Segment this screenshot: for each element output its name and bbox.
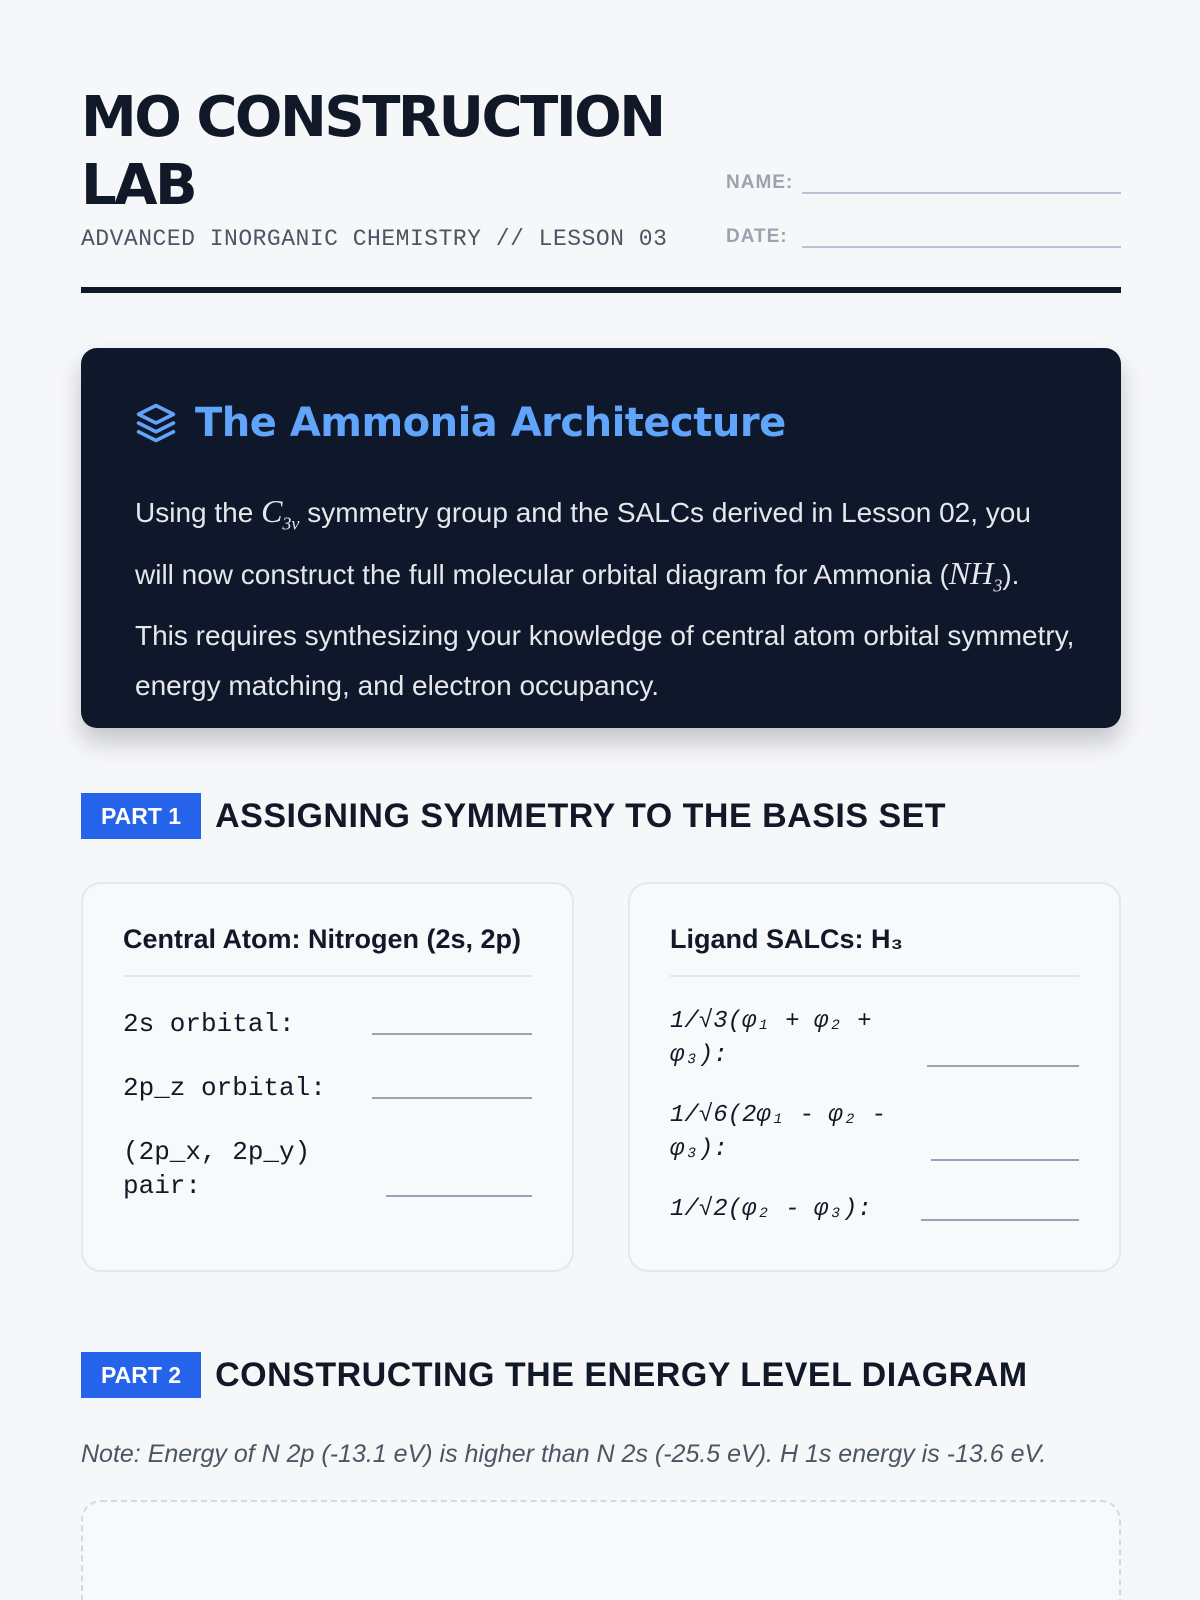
formula-main: NH [948,555,994,592]
ammonia-formula [948,555,1003,596]
ligand-salc-title: Ligand SALCs: H₃ [670,924,1079,977]
central-atom-title: Central Atom: Nitrogen (2s, 2p) [123,924,532,977]
header-divider [81,287,1121,293]
date-field [726,218,1121,248]
ligand-salc-card [628,882,1121,1272]
part1-heading [81,793,946,839]
formula-sub: 3 [993,575,1003,596]
part1-title: ASSIGNING SYMMETRY TO THE BASIS SET [215,796,947,835]
part1-badge: PART 1 [81,793,201,839]
answer-line[interactable] [372,1097,532,1099]
answer-line[interactable] [931,1159,1079,1161]
answer-line[interactable] [372,1033,532,1035]
row-label: 1/√6(2φ₁ - φ₂ - φ₃): [670,1102,887,1163]
central-row-2s [123,1007,532,1041]
page-title: MO CONSTRUCTION LAB [81,85,664,218]
row-label: (2p_x, 2p_y) pair: [123,1137,311,1201]
central-row-2pxy [123,1135,532,1203]
name-label: NAME: [726,172,794,193]
answer-line[interactable] [386,1195,532,1197]
part2-heading [81,1352,1028,1398]
answer-line[interactable] [921,1219,1079,1221]
intro-text-part: ). This requires synthesizing your knowledge of central atom orbital symmetry, energy matching, and electron occupancy. [135,559,1075,701]
layers-icon [135,402,177,444]
energy-note: Note: Energy of N 2p (-13.1 eV) is higher than N 2s (-25.5 eV). H 1s energy is -13.6 eV. [81,1440,1047,1468]
point-group-sub: 3v [282,513,300,534]
salc-row-2 [670,1099,1079,1167]
point-group-main: C [261,493,283,529]
central-atom-card [81,882,574,1272]
energy-diagram-area[interactable] [81,1500,1121,1600]
salc-row-3 [670,1193,1079,1227]
intro-heading [135,400,1067,446]
date-input-line[interactable] [802,224,1121,248]
intro-text [135,486,1075,711]
name-field [726,164,1121,194]
student-fields [726,164,1121,272]
salc-row-1 [670,1005,1079,1073]
page-header [81,84,1121,252]
date-label: DATE: [726,226,788,247]
row-label: 2p_z orbital: [123,1073,326,1103]
intro-card [81,348,1121,728]
part2-badge: PART 2 [81,1352,201,1398]
page-subtitle: ADVANCED INORGANIC CHEMISTRY // LESSON 03 [81,226,668,252]
intro-title: The Ammonia Architecture [195,400,786,446]
name-input-line[interactable] [802,170,1121,194]
intro-text-part: Using the [135,497,262,528]
intro-text-part: symmetry group and the SALCs derived in Lesson 02, you will now construct the full molecular orbital diagram for Ammonia ( [135,497,1031,591]
row-label: 1/√2(φ₂ - φ₃): [670,1196,872,1223]
point-group-symbol [261,493,300,534]
answer-line[interactable] [927,1065,1079,1067]
row-label: 1/√3(φ₁ + φ₂ + φ₃): [670,1008,872,1069]
central-row-2pz [123,1071,532,1105]
part2-title: CONSTRUCTING THE ENERGY LEVEL DIAGRAM [215,1355,1028,1394]
row-label: 2s orbital: [123,1009,295,1039]
